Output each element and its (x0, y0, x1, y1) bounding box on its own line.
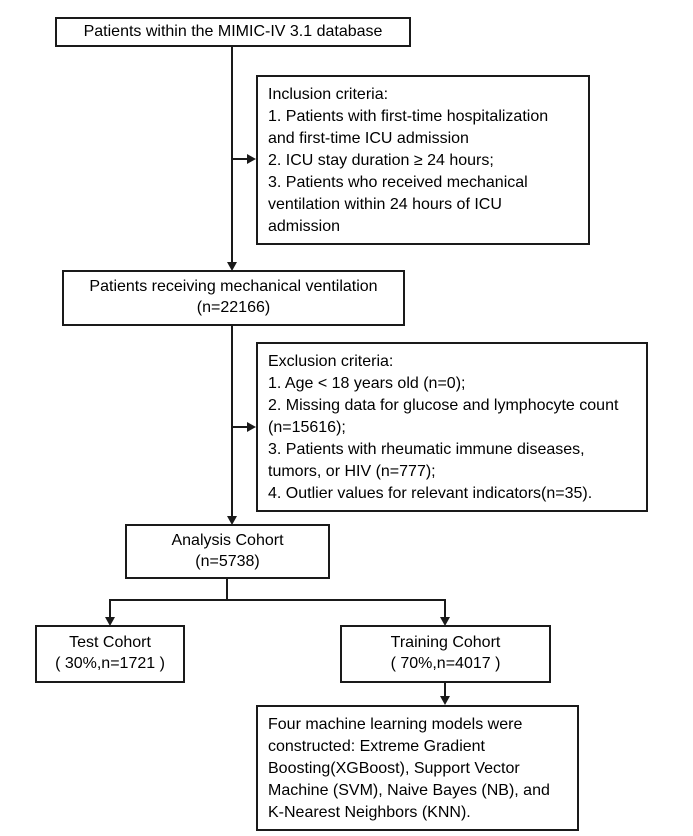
inclusion-criteria-title: Inclusion criteria: (268, 86, 389, 103)
ventilation-cohort-label: Patients receiving mechanical ventilation (89, 278, 378, 296)
inclusion-criteria-box (256, 75, 590, 245)
branch-line-inclusion (233, 158, 248, 160)
connector-database-to-ventilation (231, 47, 233, 263)
analysis-cohort-box (125, 524, 330, 579)
database-box (55, 17, 411, 47)
training-cohort-box (340, 625, 551, 683)
analysis-cohort-count: (n=5738) (195, 552, 260, 570)
arrowhead-right-inclusion-icon (247, 154, 256, 164)
ventilation-cohort-box (62, 270, 405, 326)
inclusion-criteria-item: 2. ICU stay duration ≥ 24 hours; (268, 152, 494, 169)
test-cohort-label: Test Cohort (69, 634, 151, 652)
arrowhead-down-test-icon (105, 617, 115, 626)
exclusion-criteria-title: Exclusion criteria: (268, 353, 394, 370)
analysis-cohort-label: Analysis Cohort (171, 531, 284, 549)
exclusion-criteria-box (256, 342, 648, 512)
exclusion-criteria-item: 2. Missing data for glucose and lymphocyte count (n=15616); (268, 397, 619, 436)
connector-ventilation-to-analysis (231, 326, 233, 517)
ml-models-text: Four machine learning models were constructed: Extreme Gradient Boosting(XGBoost), Support Vector Machine (SVM), Naive Bayes (NB), and K-Nearest Neighbors (KNN). (268, 716, 550, 821)
exclusion-criteria-item: 1. Age < 18 years old (n=0); (268, 375, 466, 392)
arrowhead-right-exclusion-icon (247, 422, 256, 432)
arrowhead-down-analysis-icon (227, 516, 237, 525)
exclusion-criteria-item: 3. Patients with rheumatic immune diseases, tumors, or HIV (n=777); (268, 441, 585, 480)
test-cohort-box (35, 625, 185, 683)
connector-analysis-split-stem (226, 579, 228, 601)
training-cohort-count: ( 70%,n=4017 ) (390, 655, 501, 672)
ml-models-box (256, 705, 579, 831)
connector-split-to-test (109, 600, 111, 618)
training-cohort-label: Training Cohort (390, 634, 501, 652)
arrowhead-down-ventilation-icon (227, 262, 237, 271)
exclusion-criteria-item: 4. Outlier values for relevant indicators(n=35). (268, 485, 593, 502)
test-cohort-count: ( 30%,n=1721 ) (55, 655, 165, 672)
inclusion-criteria-item: 3. Patients who received mechanical ventilation within 24 hours of ICU admission (268, 174, 528, 235)
database-box-text: Patients within the MIMIC-IV 3.1 database (83, 22, 383, 40)
ventilation-cohort-count: (n=22166) (196, 299, 271, 316)
connector-split-to-training (444, 600, 446, 618)
arrowhead-down-training-icon (440, 617, 450, 626)
split-line-horizontal (109, 599, 446, 601)
arrowhead-down-models-icon (440, 696, 450, 705)
branch-line-exclusion (233, 426, 248, 428)
inclusion-criteria-item: 1. Patients with first-time hospitalization and first-time ICU admission (268, 108, 549, 147)
